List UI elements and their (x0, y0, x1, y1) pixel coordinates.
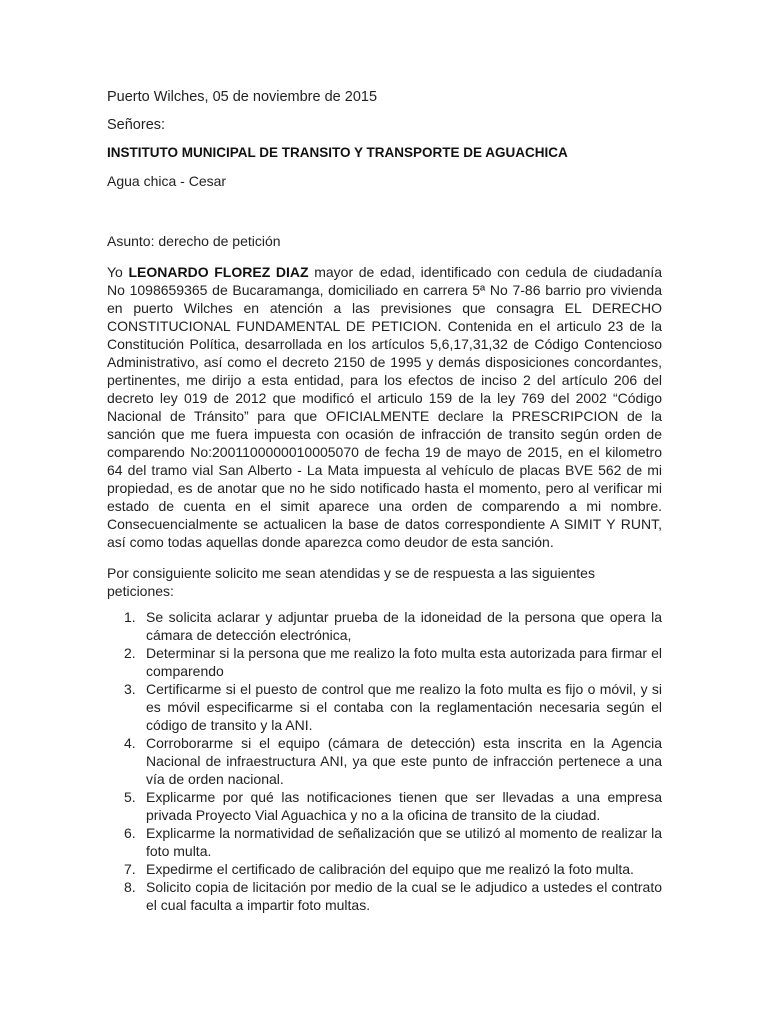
list-item-number: 5. (124, 789, 136, 805)
requests-list (107, 608, 662, 914)
addressee: INSTITUTO MUNICIPAL DE TRANSITO Y TRANSPORTE DE AGUACHICA (107, 145, 568, 160)
subject-line: Asunto: derecho de petición (107, 233, 281, 249)
list-item-number: 1. (124, 609, 136, 625)
letter-body (107, 263, 662, 551)
salutation: Señores: (107, 117, 166, 133)
list-item-text: Determinar si la persona que me realizo la foto multa esta autorizada para firmar el comparendo (146, 645, 662, 679)
sender-name: LEONARDO FLOREZ DIAZ (128, 264, 309, 280)
list-item-text: Explicarme por qué las notificaciones tienen que ser llevadas a una empresa privada Proyecto Vial Aguachica y no a la oficina de transito de la ciudad. (146, 789, 662, 823)
body-main: mayor de edad, identificado con cedula de ciudadanía No 1098659365 de Bucaramanga, domiciliado en carrera 5ª No 7-86 barrio pro vivienda en puerto Wilches en atención a las previsiones que consagra EL DERECHO CONSTITUCIONAL FUNDAMENTAL DE PETICION. Contenida en el articulo 23 de la Constitución Política, desarrollada en los artículos 5,6,17,31,32 de Código Contencioso Administrativo, así como el decreto 2150 de 1995 y demás disposiciones concordantes, pertinentes, me dirijo a esta entidad, para los efectos de inciso 2 del artículo 206 del decreto ley 019 de 2012 que modificó el articulo 159 de la ley 769 del 2002 “Código Nacional de Tránsito” para que OFICIALMENTE declare la PRESCRIPCION de la sanción que me fuera impuesta con ocasión de infracción de transito según orden de comparendo No:2001100000010005070 de fecha 19 de mayo de 2015, en el kilometro 64 del tramo vial San Alberto - La Mata impuesta al vehículo de placas BVE 562 de mi propiedad, es de anotar que no he sido notificado hasta el momento, pero al verificar mi estado de cuenta en el simit aparece una orden de comparendo a mi nombre. Consecuencialmente se actualicen la base de datos correspondiente A SIMIT Y RUNT, así como todas aquellas donde aparezca como deudor de esta sanción. (107, 264, 663, 550)
letter-date: Puerto Wilches, 05 de noviembre de 2015 (107, 89, 378, 105)
list-item (107, 734, 662, 788)
list-item-number: 6. (124, 825, 136, 841)
list-item-number: 7. (124, 861, 136, 877)
list-item-number: 4. (124, 735, 136, 751)
addressee-city: Agua chica - Cesar (107, 173, 227, 189)
list-item-number: 3. (124, 681, 136, 697)
list-item-text: Explicarme la normatividad de señalización que se utilizó al momento de realizar la foto multa. (146, 825, 662, 859)
list-item (107, 860, 662, 878)
list-item-text: Expedirme el certificado de calibración del equipo que me realizó la foto multa. (146, 861, 634, 877)
list-item-text: Se solicita aclarar y adjuntar prueba de la idoneidad de la persona que opera la cámara de detección electrónica, (146, 609, 662, 643)
list-item-number: 2. (124, 645, 136, 661)
list-item (107, 644, 662, 680)
body-prefix: Yo (107, 264, 129, 280)
list-item (107, 878, 662, 914)
list-item (107, 608, 662, 644)
list-item (107, 788, 662, 824)
list-item (107, 824, 662, 860)
list-item (107, 680, 662, 734)
list-item-text: Corroborarme si el equipo (cámara de detección) esta inscrita en la Agencia Nacional de infraestructura ANI, ya que este punto de infracción pertenece a una vía de orden nacional. (146, 735, 662, 787)
list-item-text: Solicito copia de licitación por medio de la cual se le adjudico a ustedes el contrato el cual faculta a impartir foto multas. (146, 879, 662, 913)
letter-page (107, 88, 662, 914)
list-item-number: 8. (124, 879, 136, 895)
requests-intro: Por consiguiente solicito me sean atendidas y se de respuesta a las siguientes peticiones: (107, 565, 595, 599)
list-item-text: Certificarme si el puesto de control que me realizo la foto multa es fijo o móvil, y si es móvil especificarme si el contaba con la reglamentación necesaria según el código de transito y la ANI. (146, 681, 662, 733)
